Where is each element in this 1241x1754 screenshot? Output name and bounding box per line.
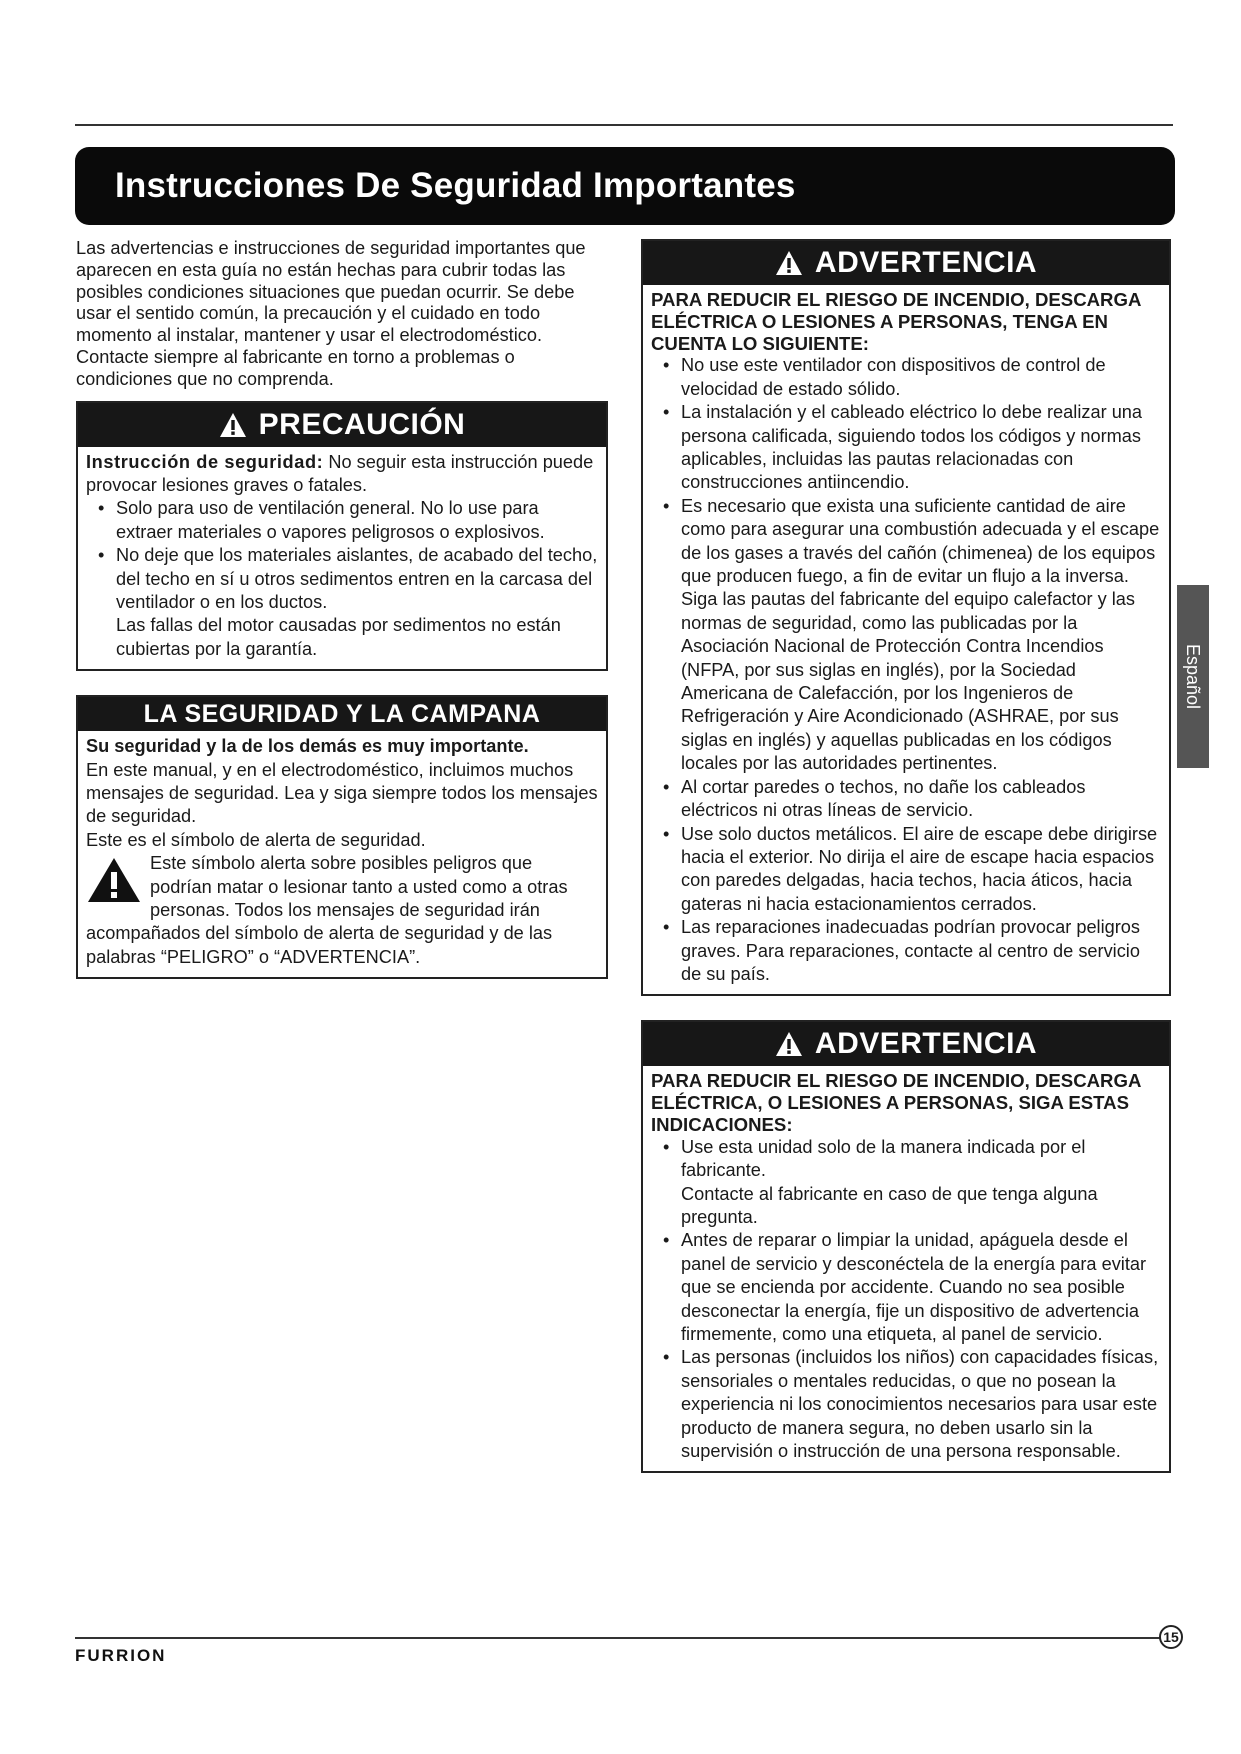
list-item: • Antes de reparar o limpiar la unidad, apáguela desde el panel de servicio y desconéctela de la energía para evitar que se encienda por accidente. Cuando no sea posible desconectar la energía, fije un dispositivo de advertencia firmemente, como una etiqueta, al panel de servicio. bbox=[663, 1230, 1147, 1344]
list-item: • No use este ventilador con dispositivos de control de velocidad de estado sólido. bbox=[663, 355, 1106, 399]
list-item: • Use esta unidad solo de la manera indicada por el fabricante. bbox=[663, 1136, 1086, 1181]
list-item: • Es necesario que exista una suficiente cantidad de aire como para asegurar una combustión adecuada y el escape de los gases a través del cañón (chimenea) de los equipos que producen fuego, a fin de evitar un flujo a la inversa. Siga las pautas del fabricante del equipo calefactor y las normas de seguridad, como las publicadas por la Asociación Nacional de Protección Contra Incendios (NFPA, por sus siglas en inglés), por la Sociedad Americana de Calefacción, por los Ingenieros de Refrigeración y Aire Acondicionado (ASHRAE, por sus siglas en inglés) y aquellas publicadas en los códigos locales por las autoridades pertinentes. bbox=[663, 495, 1160, 774]
warning-triangle-icon bbox=[219, 412, 247, 438]
warning-list bbox=[651, 354, 1161, 986]
caution-header bbox=[78, 403, 606, 447]
bottom-divider bbox=[75, 1637, 1160, 1639]
right-column bbox=[641, 239, 1171, 1473]
caution-box bbox=[76, 401, 608, 672]
language-label: Español bbox=[1183, 643, 1204, 710]
title-banner bbox=[75, 147, 1175, 225]
warning-list bbox=[651, 1136, 1161, 1183]
safety-alert-block bbox=[86, 852, 598, 969]
warning-lead: PARA REDUCIR EL RIESGO DE INCENDIO, DESCARGA ELÉCTRICA, O LESIONES A PERSONAS, SIGA ESTAS INDICACIONES: bbox=[651, 1070, 1141, 1135]
warning-title: ADVERTENCIA bbox=[814, 1027, 1038, 1061]
warning-title: ADVERTENCIA bbox=[814, 246, 1038, 279]
list-item: • Use solo ductos metálicos. El aire de escape debe dirigirse hacia el exterior. No dirija el aire de escape hacia espacios con paredes delgadas, hacia techos, hacia áticos, hacia gateras ni hacia estacionamientos cerrados. bbox=[663, 823, 1158, 914]
safety-bold-line: Su seguridad y la de los demás es muy importante. bbox=[86, 736, 529, 757]
warning-lead: PARA REDUCIR EL RIESGO DE INCENDIO, DESCARGA ELÉCTRICA O LESIONES A PERSONAS, TENGA EN CUENTA LO SIGUIENTE: bbox=[651, 289, 1141, 354]
warning-body bbox=[643, 285, 1169, 994]
list-item: • Las personas (incluidos los niños) con capacidades físicas, sensoriales o mentales reducidas, o que no posean la experiencia ni los conocimientos necesarios para usar este producto de manera segura, no deben usarlo sin la supervisión o instrucción de una persona responsable. bbox=[663, 1347, 1159, 1462]
caution-lead-text: No seguir esta instrucción puede provocar lesiones graves o fatales. bbox=[86, 451, 594, 495]
warning-list bbox=[651, 1229, 1161, 1463]
warning-triangle-icon bbox=[775, 250, 803, 276]
warning-box-2 bbox=[641, 1020, 1171, 1473]
language-tab bbox=[1177, 585, 1209, 768]
list-item: • La instalación y el cableado eléctrico lo debe realizar una persona calificada, siguiendo todos los códigos y normas aplicables, incluidas las pautas relacionadas con construcciones antiincendio. bbox=[663, 402, 1143, 493]
safety-paragraph: Este es el símbolo de alerta de seguridad. bbox=[86, 829, 426, 850]
caution-list bbox=[86, 497, 598, 614]
intro-paragraph: Contacte siempre al fabricante en torno a problemas o condiciones que no comprenda. bbox=[76, 346, 515, 389]
warning-body bbox=[643, 1066, 1169, 1471]
list-item: • Las reparaciones inadecuadas podrían provocar peligros graves. Para reparaciones, contacte al centro de servicio de su país. bbox=[663, 917, 1141, 984]
safety-body bbox=[78, 731, 606, 977]
safety-title: LA SEGURIDAD Y LA CAMPANA bbox=[143, 699, 541, 728]
safety-alert-icon bbox=[86, 856, 142, 904]
safety-paragraph: En este manual, y en el electrodoméstico, incluimos muchos mensajes de seguridad. Lea y siga siempre todos los mensajes de seguridad. bbox=[86, 759, 598, 827]
caution-body bbox=[78, 447, 606, 670]
warning-triangle-icon bbox=[775, 1031, 803, 1057]
caution-continuation: Las fallas del motor causadas por sedimentos no están cubiertas por la garantía. bbox=[116, 615, 561, 659]
safety-box bbox=[76, 695, 608, 979]
page-number: 15 bbox=[1159, 1625, 1183, 1649]
intro-paragraph: Las advertencias e instrucciones de seguridad importantes que aparecen en esta guía no están hechas para cubrir todas las posibles condiciones situaciones que puedan ocurrir. Se debe usar el sentido común, la precaución y el cuidado en todo momento al instalar, mantener y usar el electrodoméstico. bbox=[76, 238, 586, 346]
caution-lead-label: Instrucción de seguridad: bbox=[86, 451, 324, 472]
left-column bbox=[76, 238, 608, 979]
list-item: • Al cortar paredes o techos, no dañe los cableados eléctricos ni otras líneas de servicio. bbox=[663, 776, 1086, 821]
safety-header bbox=[78, 697, 606, 731]
page-title: Instrucciones De Seguridad Importantes bbox=[115, 166, 796, 205]
intro-text bbox=[76, 238, 608, 391]
list-item: • Solo para uso de ventilación general. No lo use para extraer materiales o vapores peligrosos o explosivos. bbox=[98, 498, 545, 542]
warning-continuation: Contacte al fabricante en caso de que tenga alguna pregunta. bbox=[681, 1183, 1098, 1227]
safety-paragraph: Este símbolo alerta sobre posibles peligros que podrían matar o lesionar tanto a usted como a otras personas. Todos los mensajes de seguridad irán acompañados del símbolo de alerta de seguridad y de las palabras “PELIGRO” o “ADVERTENCIA”. bbox=[86, 853, 568, 967]
warning-header bbox=[643, 1022, 1169, 1066]
warning-header bbox=[643, 241, 1169, 285]
list-item: • No deje que los materiales aislantes, de acabado del techo, del techo en sí u otros sedimentos entren en la carcasa del ventilador o en los ductos. bbox=[98, 545, 598, 613]
brand-logo: FURRION bbox=[75, 1646, 167, 1665]
top-divider bbox=[75, 124, 1173, 126]
warning-box-1 bbox=[641, 239, 1171, 996]
caution-title: PRECAUCIÓN bbox=[258, 407, 466, 441]
